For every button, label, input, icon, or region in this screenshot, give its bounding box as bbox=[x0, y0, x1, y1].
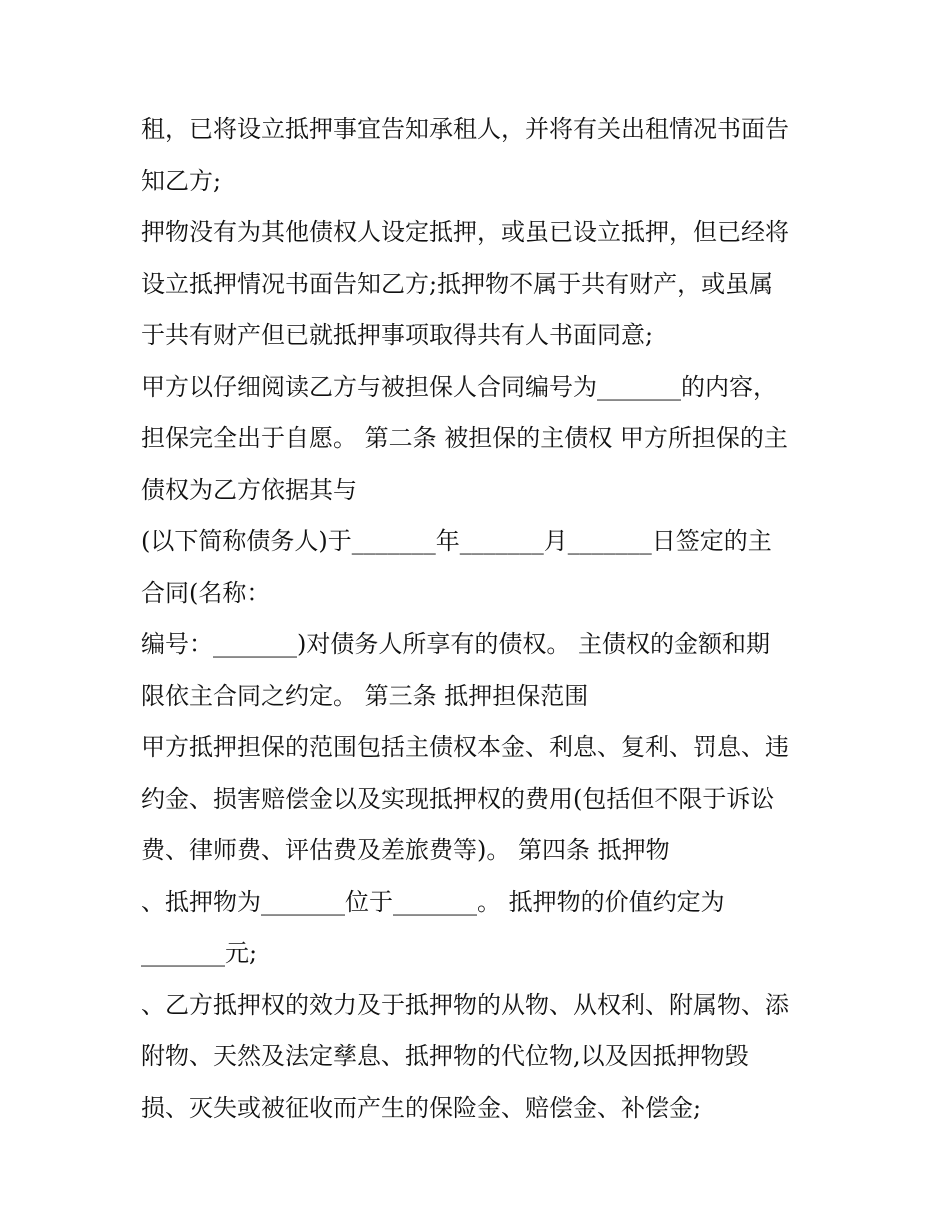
text-line: 租，已将设立抵押事宜告知承租人，并将有关出租情况书面告 bbox=[141, 115, 789, 143]
text-line: 、抵押物为_______位于_______。 抵押物的价值约定为 bbox=[141, 887, 725, 916]
text-line: 担保完全出于自愿。 第二条 被担保的主债权 甲方所担保的主 bbox=[141, 424, 788, 452]
text-line: 设立抵押情况书面告知乙方;抵押物不属于共有财产，或虽属 bbox=[141, 269, 774, 298]
text-line: (以下简称债务人)于_______年_______月_______日签定的主 bbox=[141, 527, 772, 555]
text-line: 知乙方; bbox=[141, 166, 222, 195]
text-line: 附物、天然及法定孳息、抵押物的代位物,以及因抵押物毁 bbox=[141, 1042, 749, 1070]
text-line: 债权为乙方依据其与 bbox=[141, 475, 357, 504]
text-line: 合同(名称： bbox=[141, 578, 271, 607]
text-line: 编号：_______)对债务人所享有的债权。 主债权的金额和期 bbox=[141, 630, 770, 658]
text-line: 于共有财产但已就抵押事项取得共有人书面同意; bbox=[141, 321, 654, 349]
text-line: 押物没有为其他债权人设定抵押，或虽已设立抵押，但已经将 bbox=[141, 218, 789, 246]
text-line: 约金、损害赔偿金以及实现抵押权的费用(包括但不限于诉讼 bbox=[141, 784, 775, 813]
text-line: 损、灭失或被征收而产生的保险金、赔偿金、补偿金; bbox=[141, 1093, 702, 1122]
text-line: 甲方以仔细阅读乙方与被担保人合同编号为_______的内容， bbox=[141, 372, 777, 401]
text-line: 限依主合同之约定。 第三条 抵押担保范围 bbox=[141, 681, 589, 710]
text-line: 费、律师费、评估费及差旅费等)。 第四条 抵押物 bbox=[141, 836, 670, 864]
text-line: 、乙方抵押权的效力及于抵押物的从物、从权利、附属物、添 bbox=[141, 990, 789, 1019]
text-line: 甲方抵押担保的范围包括主债权本金、利息、复利、罚息、违 bbox=[141, 733, 789, 761]
document-body bbox=[141, 104, 831, 1134]
text-line: _______元; bbox=[141, 939, 258, 967]
